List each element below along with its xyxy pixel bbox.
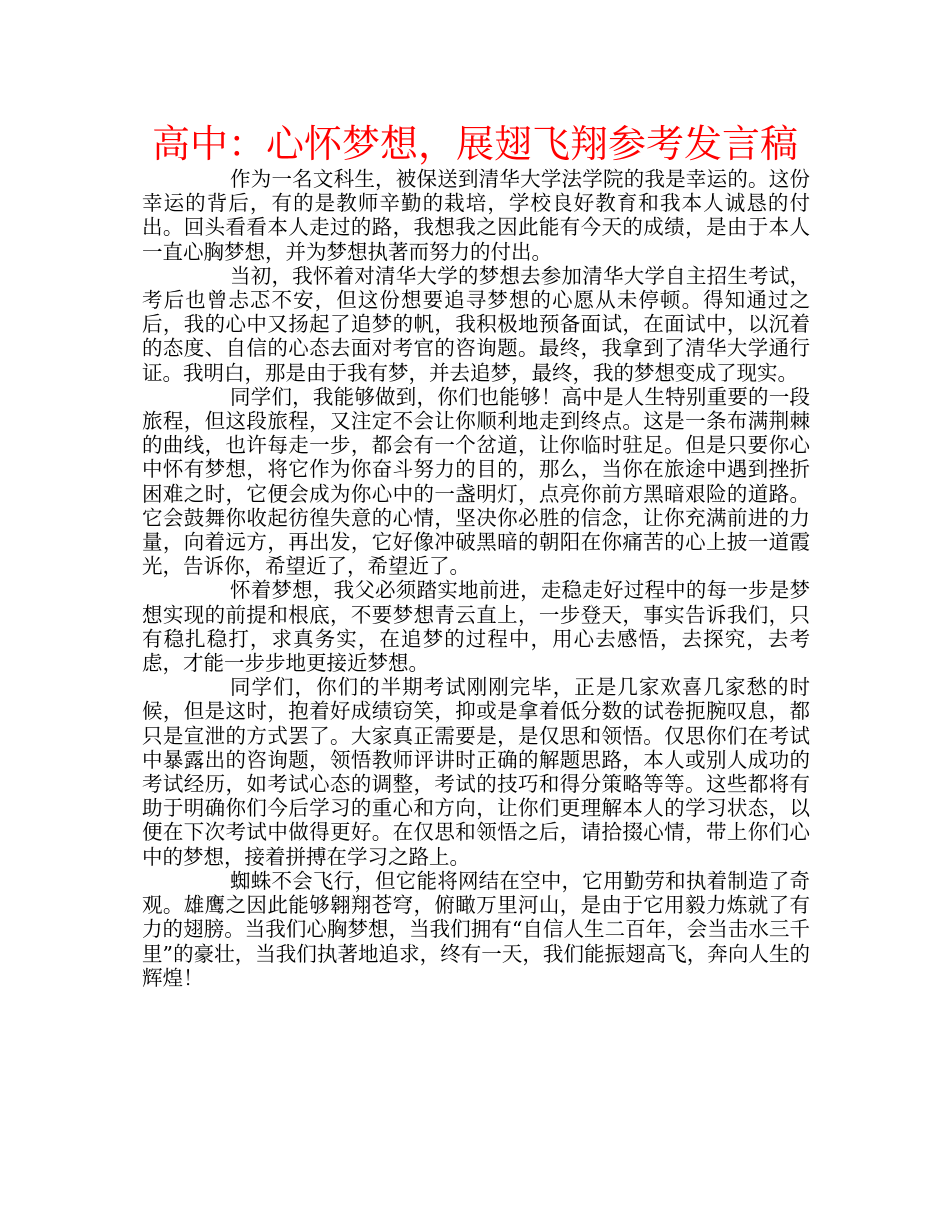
paragraph-1: 作为一名文科生，被保送到清华大学法学院的我是幸运的。这份幸运的背后，有的是教师辛勤的栽培，学校良好教育和我本人诚恳的付出。回头看看本人走过的路，我想我之因此能有今天的成绩，是由于本人一直心胸梦想，并为梦想执著而努力的付出。 [142, 167, 810, 264]
paragraph-3: 同学们，我能够做到，你们也能够！高中是人生特别重要的一段旅程，但这段旅程，又注定不会让你顺利地走到终点。这是一条布满荆棘的曲线，也许每走一步，都会有一个岔道，让你临时驻足。但是只要你心中怀有梦想，将它作为你奋斗努力的目的，那么，当你在旅途中遇到挫折困难之时，它便会成为你心中的一盏明灯，点亮你前方黑暗艰险的道路。它会鼓舞你收起彷徨失意的心情，坚决你必胜的信念，让你充满前进的力量，向着远方，再出发，它好像冲破黑暗的朝阳在你痛苦的心上披一道霞光，告诉你，希望近了，希望近了。 [142, 384, 810, 579]
paragraph-4: 怀着梦想，我父必须踏实地前进，走稳走好过程中的每一步是梦想实现的前提和根底，不要梦想青云直上，一步登天，事实告诉我们，只有稳扎稳打，求真务实，在追梦的过程中，用心去感悟，去探究，去考虑，才能一步步地更接近梦想。 [142, 578, 810, 676]
paragraph-5: 同学们，你们的半期考试刚刚完毕，正是几家欢喜几家愁的时候，但是这时，抱着好成绩窃笑，抑或是拿着低分数的试卷扼腕叹息，都只是宣泄的方式罢了。大家真正需要是，是仅思和领悟。仅思你们在考试中暴露出的咨询题，领悟教师评讲时正确的解题思路，本人或别人成功的考试经历，如考试心态的调整，考试的技巧和得分策略等等。这些都将有助于明确你们今后学习的重心和方向，让你们更理解本人的学习状态，以便在下次考试中做得更好。在仅思和领悟之后，请拾掇心情，带上你们心中的梦想，接着拼搏在学习之路上。 [142, 675, 810, 869]
document-title: 高中：心怀梦想，展翅飞翔参考发言稿 [151, 122, 798, 166]
document-body [142, 167, 810, 990]
paragraph-2: 当初，我怀着对清华大学的梦想去参加清华大学自主招生考试，考后也曾忐忑不安，但这份想要追寻梦想的心愿从未停顿。得知通过之后，我的心中又扬起了追梦的帆，我积极地预备面试，在面试中，以沉着的态度、自信的心态去面对考官的咨询题。最终，我拿到了清华大学通行证。我明白，那是由于我有梦，并去追梦，最终，我的梦想变成了现实。 [142, 263, 810, 385]
paragraph-6: 蜘蛛不会飞行，但它能将网结在空中，它用勤劳和执着制造了奇观。雄鹰之因此能够翱翔苍穹，俯瞰万里河山，是由于它用毅力炼就了有力的翅膀。当我们心胸梦想，当我们拥有“自信人生二百年，会当击水三千里”的豪壮，当我们执著地追求，终有一天，我们能振翅高飞，奔向人生的辉煌！ [142, 868, 810, 990]
